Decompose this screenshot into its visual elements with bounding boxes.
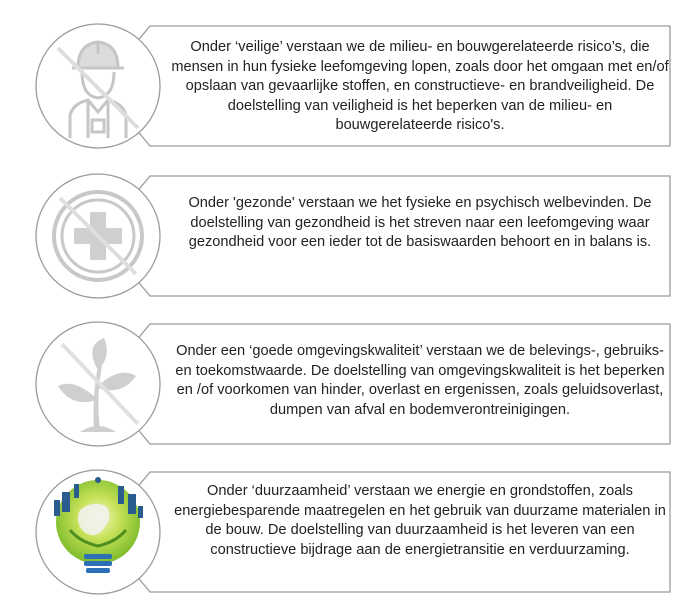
card-text: Onder een ‘goede omgevingskwaliteit’ verstaan we de belevings-, gebruiks- en toekomstwaarde. De doelstelling van omgevingskwaliteit is het beperken en /of voorkomen van hinder, overlast en ergenissen, zoals geluidsoverlast, dumpen van afval en bodemverontreinigingen. bbox=[175, 343, 665, 418]
info-card-sustainability bbox=[0, 466, 688, 598]
info-card-health bbox=[0, 170, 688, 302]
plant-sprout-icon bbox=[40, 326, 156, 442]
construction-worker-icon bbox=[40, 28, 156, 144]
medical-cross-icon bbox=[40, 178, 156, 294]
card-text: Onder ‘duurzaamheid’ verstaan we energie en grondstoffen, zoals energiebesparende maatregelen en het gebruik van duurzame materialen in de bouw. De doelstelling van duurzaamheid is het leveren van een constructieve bijdrage aan de energietransitie en verduurzaming. bbox=[174, 483, 666, 558]
card-text: Onder ‘veilige’ verstaan we de milieu- en bouwgerelateerde risico’s, die mensen in hun fysieke leefomgeving lopen, zoals door het omgaan met en/of opslaan van gevaarlijke stoffen, en constructieve- en brandveiligheid. De doelstelling van veiligheid is het beperken van de milieu- en bouwgerelateerde risico's. bbox=[171, 39, 669, 133]
sustainable-lightbulb-icon bbox=[40, 470, 156, 586]
info-card-safety bbox=[0, 20, 688, 152]
info-card-environment bbox=[0, 318, 688, 450]
card-text: Onder 'gezonde' verstaan we het fysieke en psychisch welbevinden. De doelstelling van gezondheid is het streven naar een leefomgeving waar gezondheid voor een ieder tot de basiswaarden behoort en in balans is. bbox=[188, 195, 652, 250]
